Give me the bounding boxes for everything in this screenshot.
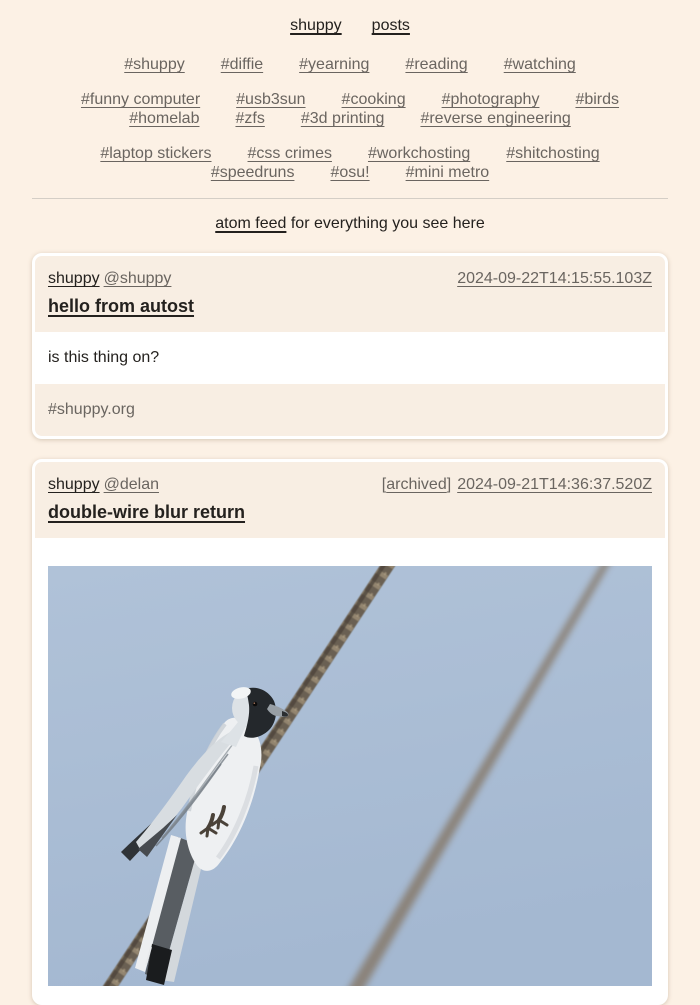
site-nav [0, 17, 700, 35]
archived-link[interactable]: archived [386, 476, 447, 493]
tag-group [28, 55, 672, 74]
author-handle-link[interactable]: @delan [103, 476, 159, 493]
feed-line-text: for everything you see here [286, 215, 485, 232]
timestamp-link[interactable]: 2024-09-22T14:15:55.103Z [457, 270, 652, 287]
post-meta-row [48, 475, 652, 495]
tag-link[interactable]: #cooking [341, 91, 406, 108]
archived-bracket-open: [ [381, 476, 387, 493]
tag-link[interactable]: #laptop stickers [100, 145, 212, 162]
tag-link[interactable]: #shuppy [124, 56, 185, 73]
archived-wrap [382, 476, 451, 493]
tag-link[interactable]: #css crimes [247, 145, 332, 162]
post-photo[interactable] [48, 566, 652, 986]
feed-line [0, 215, 700, 233]
post-title [48, 500, 652, 524]
author-name-link[interactable]: shuppy [48, 476, 100, 493]
author-handle-link[interactable]: @shuppy [103, 270, 172, 287]
divider [32, 198, 668, 199]
byline [48, 269, 171, 289]
tag-link[interactable]: #usb3sun [236, 91, 306, 108]
post-title [48, 294, 652, 318]
author-name-link[interactable]: shuppy [48, 270, 100, 287]
post-title-link[interactable]: hello from autost [48, 296, 195, 316]
tag-link[interactable]: #photography [441, 91, 540, 108]
tag-link[interactable]: #birds [575, 91, 620, 108]
tag-link[interactable]: #mini metro [405, 164, 490, 181]
post-tag-link[interactable]: #shuppy.org [48, 401, 135, 418]
post-title-link[interactable]: double-wire blur return [48, 502, 246, 522]
site-nav-link-shuppy[interactable]: shuppy [290, 17, 342, 34]
tag-nav [0, 55, 700, 182]
tag-link[interactable]: #homelab [129, 110, 200, 127]
bird-eye [253, 702, 258, 707]
byline [48, 475, 159, 495]
post-card [32, 459, 668, 1005]
post-body [35, 538, 665, 1002]
tag-line [28, 163, 672, 182]
atom-feed-link[interactable]: atom feed [215, 215, 287, 232]
site-header [0, 0, 700, 233]
tag-link[interactable]: #3d printing [300, 110, 385, 127]
post-meta [35, 256, 665, 332]
post-meta [35, 462, 665, 538]
tag-link[interactable]: #watching [503, 56, 576, 73]
meta-right [457, 269, 652, 289]
tag-link[interactable]: #speedruns [210, 164, 295, 181]
site-nav-link-posts[interactable]: posts [371, 17, 410, 34]
tag-link[interactable]: #reverse engineering [420, 110, 571, 127]
tag-link[interactable]: #funny computer [80, 91, 201, 108]
tag-link[interactable]: #osu! [330, 164, 370, 181]
tag-link[interactable]: #reading [405, 56, 468, 73]
timestamp-link[interactable]: 2024-09-21T14:36:37.520Z [457, 476, 652, 493]
tag-link[interactable]: #zfs [235, 110, 265, 127]
post-meta-row [48, 269, 652, 289]
post-footer [35, 384, 665, 436]
tag-group [28, 90, 672, 128]
tag-line [28, 90, 672, 109]
tag-link[interactable]: #diffie [220, 56, 264, 73]
archived-bracket-close: ] [446, 476, 452, 493]
tag-link[interactable]: #workchosting [367, 145, 471, 162]
tag-group [28, 144, 672, 182]
post-body [35, 332, 665, 384]
post-text: is this thing on? [48, 349, 160, 366]
tag-line [28, 109, 672, 128]
tag-line [28, 144, 672, 163]
tag-link[interactable]: #shitchosting [506, 145, 600, 162]
meta-right [382, 475, 652, 495]
tag-line [28, 55, 672, 74]
tag-link[interactable]: #yearning [299, 56, 370, 73]
post-feed [0, 253, 700, 1005]
post-card [32, 253, 668, 439]
